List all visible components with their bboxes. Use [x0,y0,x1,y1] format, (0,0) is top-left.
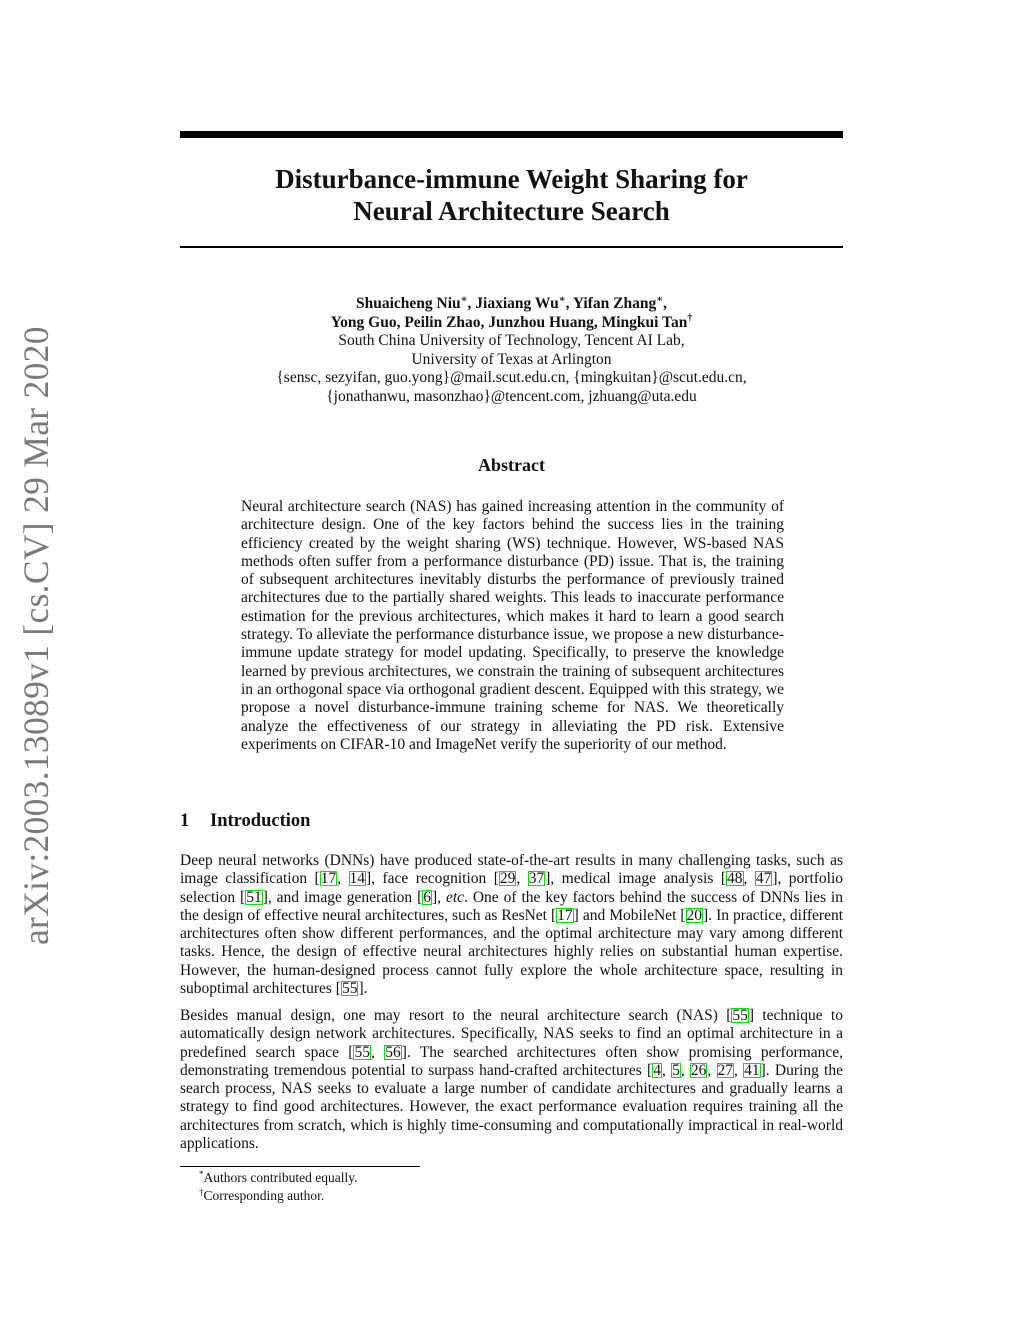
text-run: , [707,1061,717,1079]
citation-link[interactable]: 17 [320,870,337,888]
introduction-paragraph-1 [180,852,843,998]
citation-link[interactable]: 27 [717,1061,734,1079]
citation-link[interactable]: 6 [423,888,432,906]
arxiv-identifier-stamp: arXiv:2003.13089v1 [cs.CV] 29 Mar 2020 [16,326,56,945]
text-run: , [680,1061,690,1079]
citation-link[interactable]: 55 [732,1007,748,1024]
text-run: ], and image generation [ [262,888,423,906]
text-run: . One of the key factors behind the success of DNNs lies in the design of effective neural architectures, such as ResNet [ [180,888,843,924]
text-run: ]. The searched architectures often show promising performance, demonstrating tremendous potential to surpass hand-crafted architectures [ [180,1043,844,1079]
title-rule-bottom [180,246,843,248]
citation-link[interactable]: 56 [385,1043,401,1061]
text-run: ]. [358,980,368,998]
footnote-text: Authors contributed equally. [203,1170,358,1185]
abstract-heading: Abstract [478,455,545,475]
affiliation-line-1: South China University of Technology, Tencent AI Lab, [338,332,685,350]
abstract-text: Neural architecture search (NAS) has gained increasing attention in the community of architecture design. One of the key factors behind the success lies in the training efficiency created by the weight sharing (WS) technique. However, WS-based NAS methods often suffer from a performance disturbance (PD) issue. That is, the training of subsequent architectures inevitably disturbs the performance of previously trained architectures due to the partially shared weights. This leads to inaccurate performance estimation for the previous architectures, which makes it hard to learn a good search strategy. To alleviate the performance disturbance issue, we propose a new disturbance-immune update strategy for model updating. Specifically, to preserve the knowledge learned by previous architectures, we constrain the training of subsequent architectures in an orthogonal space via orthogonal gradient descent. Equipped with this strategy, we propose a novel disturbance-immune training scheme for NAS. We theoretically analyze the effectiveness of our strategy in alleviating the PD risk. Extensive experiments on CIFAR-10 and ImageNet verify the superiority of our method. [241,498,784,753]
footnotes [199,1169,799,1204]
author-block [180,295,843,407]
footnote-rule [180,1166,420,1167]
section-title: Introduction [210,811,311,831]
footnote-corresponding-author [199,1187,799,1205]
introduction-paragraph-2 [180,1007,843,1153]
citation-link[interactable]: 41 [744,1061,760,1079]
citation-link[interactable]: 55 [354,1043,370,1061]
text-run: ], [432,888,446,906]
title-rule-top [180,131,843,138]
citation-link[interactable]: 47 [755,870,772,888]
citation-link[interactable]: 51 [246,888,262,906]
citation-link[interactable]: 55 [341,980,358,998]
text-run-italic: etc [445,888,465,906]
text-run: , [661,1061,672,1079]
paper-title-line-2: Neural Architecture Search [353,196,670,226]
affiliation-line-2: University of Texas at Arlington [411,350,612,368]
text-run: ] technique to automatically design network architectures. Specifically, NAS seeks to find an optimal architecture in a predefined search space [ [180,1007,843,1061]
text-run: ], portfolio selection [ [180,870,844,906]
citation-link[interactable]: 29 [499,870,516,888]
footnote-mark: * [199,1169,204,1179]
text-run: , [743,870,755,888]
text-run: ], face recognition [ [366,870,499,888]
text-run: , [370,1043,385,1061]
section-number: 1 [180,811,190,831]
citation-link[interactable]: 5 [672,1061,680,1079]
text-run: ] and MobileNet [ [573,906,686,924]
author-names-line-2: Yong Guo, Peilin Zhao, Junzhou Huang, Mingkui Tan† [330,312,693,331]
paper-title-line-1: Disturbance-immune Weight Sharing for [275,164,748,194]
citation-link[interactable]: 4 [653,1061,661,1079]
citation-link[interactable]: 20 [686,906,703,924]
citation-link[interactable]: 48 [727,870,743,888]
citation-link[interactable]: 14 [349,870,365,888]
footnote-equal-contribution [199,1169,799,1187]
text-run: , [734,1061,744,1079]
citation-link[interactable]: 37 [528,870,545,888]
text-run: Besides manual design, one may resort to the neural architecture search (NAS) [ [180,1007,732,1024]
text-run: ]. In practice, different architectures often show different performances, and the optimal architecture may vary among different tasks. Hence, the design of effective neural architectures highly relies on substantial human expertise. However, the human-designed process cannot fully explore the whole architecture space, resulting in suboptimal architectures [ [180,906,843,998]
text-run: ]. During the search process, NAS seeks to evaluate a large number of candidate architectures and gradually learns a strategy to find good architectures. However, the exact performance evaluation requires training all the architectures from scratch, which is highly time-consuming and computationally impractical in real-world applications. [180,1061,843,1153]
author-names-line-1: Shuaicheng Niu∗, Jiaxiang Wu∗, Yifan Zhang∗, [355,294,668,312]
paper-title [180,163,843,227]
footnote-mark: † [199,1186,204,1197]
emails-line-1: {sensc, sezyifan, guo.yong}@mail.scut.edu.cn, {mingkuitan}@scut.edu.cn, [276,369,747,387]
emails-line-2: {jonathanwu, masonzhao}@tencent.com, jzhuang@uta.edu [326,387,697,405]
text-run: , [337,870,349,888]
text-run: , [516,870,528,888]
citation-link[interactable]: 17 [557,906,573,924]
footnote-text: Corresponding author. [203,1187,325,1203]
section-heading-introduction [180,810,580,832]
text-run: Deep neural networks (DNNs) have produced state-of-the-art results in many challenging tasks, such as image classification [ [180,852,843,888]
text-run: ], medical image analysis [ [545,870,726,888]
citation-link[interactable]: 26 [690,1061,707,1079]
